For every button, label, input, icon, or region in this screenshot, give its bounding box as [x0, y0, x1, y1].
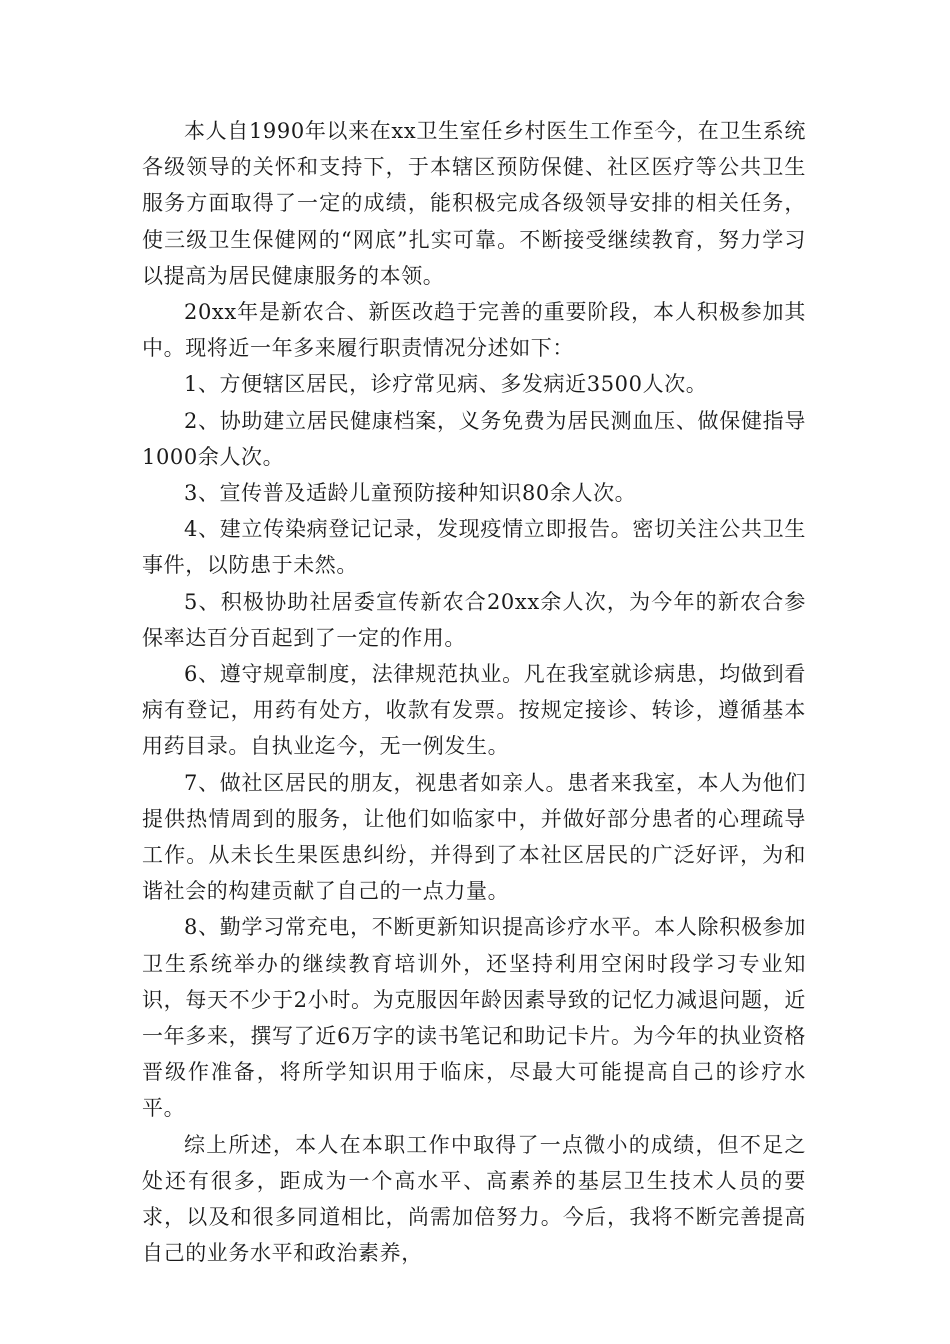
paragraph-item-6: 6、遵守规章制度，法律规范执业。凡在我室就诊病患，均做到看病有登记，用药有处方，收款有发票。按规定接诊、转诊，遵循基本用药目录。自执业迄今，无一例发生。	[142, 662, 806, 759]
paragraph-item-4: 4、建立传染病登记记录，发现疫情立即报告。密切关注公共卫生事件，以防患于未然。	[142, 517, 806, 578]
paragraph-item-3: 3、宣传普及适龄儿童预防接种知识80余人次。	[184, 481, 637, 506]
document-body	[142, 113, 806, 1272]
paragraph-intro: 本人自1990年以来在xx卫生室任乡村医生工作至今，在卫生系统各级领导的关怀和支持下，于本辖区预防保健、社区医疗等公共卫生服务方面取得了一定的成绩，能积极完成各级领导安排的相关任务，使三级卫生保健网的“网底”扎实可靠。不断接受继续教育，努力学习以提高为居民健康服务的本领。	[142, 119, 806, 288]
paragraph-summary: 综上所述，本人在本职工作中取得了一点微小的成绩，但不足之处还有很多，距成为一个高水平、高素养的基层卫生技术人员的要求，以及和很多同道相比，尚需加倍努力。今后，我将不断完善提高自己的业务水平和政治素养，	[142, 1132, 806, 1266]
paragraph-item-1: 1、方便辖区居民，诊疗常见病、多发病近3500人次。	[184, 372, 708, 397]
paragraph-item-2: 2、协助建立居民健康档案，义务免费为居民测血压、做保健指导1000余人次。	[142, 408, 806, 469]
paragraph-item-7: 7、做社区居民的朋友，视患者如亲人。患者来我室，本人为他们提供热情周到的服务，让他们如临家中，并做好部分患者的心理疏导工作。从未长生果医患纠纷，并得到了本社区居民的广泛好评，为和谐社会的构建贡献了自己的一点力量。	[142, 770, 806, 904]
paragraph-overview: 20xx年是新农合、新医改趋于完善的重要阶段，本人积极参加其中。现将近一年多来履行职责情况分述如下：	[142, 300, 806, 361]
paragraph-item-8: 8、勤学习常充电，不断更新知识提高诊疗水平。本人除积极参加卫生系统举办的继续教育培训外，还坚持利用空闲时段学习专业知识，每天不少于2小时。为克服因年龄因素导致的记忆力减退问题，近一年多来，撰写了近6万字的读书笔记和助记卡片。为今年的执业资格晋级作准备，将所学知识用于临床，尽最大可能提高自己的诊疗水平。	[142, 915, 806, 1121]
paragraph-item-5: 5、积极协助社居委宣传新农合20xx余人次，为今年的新农合参保率达百分百起到了一定的作用。	[142, 589, 806, 650]
